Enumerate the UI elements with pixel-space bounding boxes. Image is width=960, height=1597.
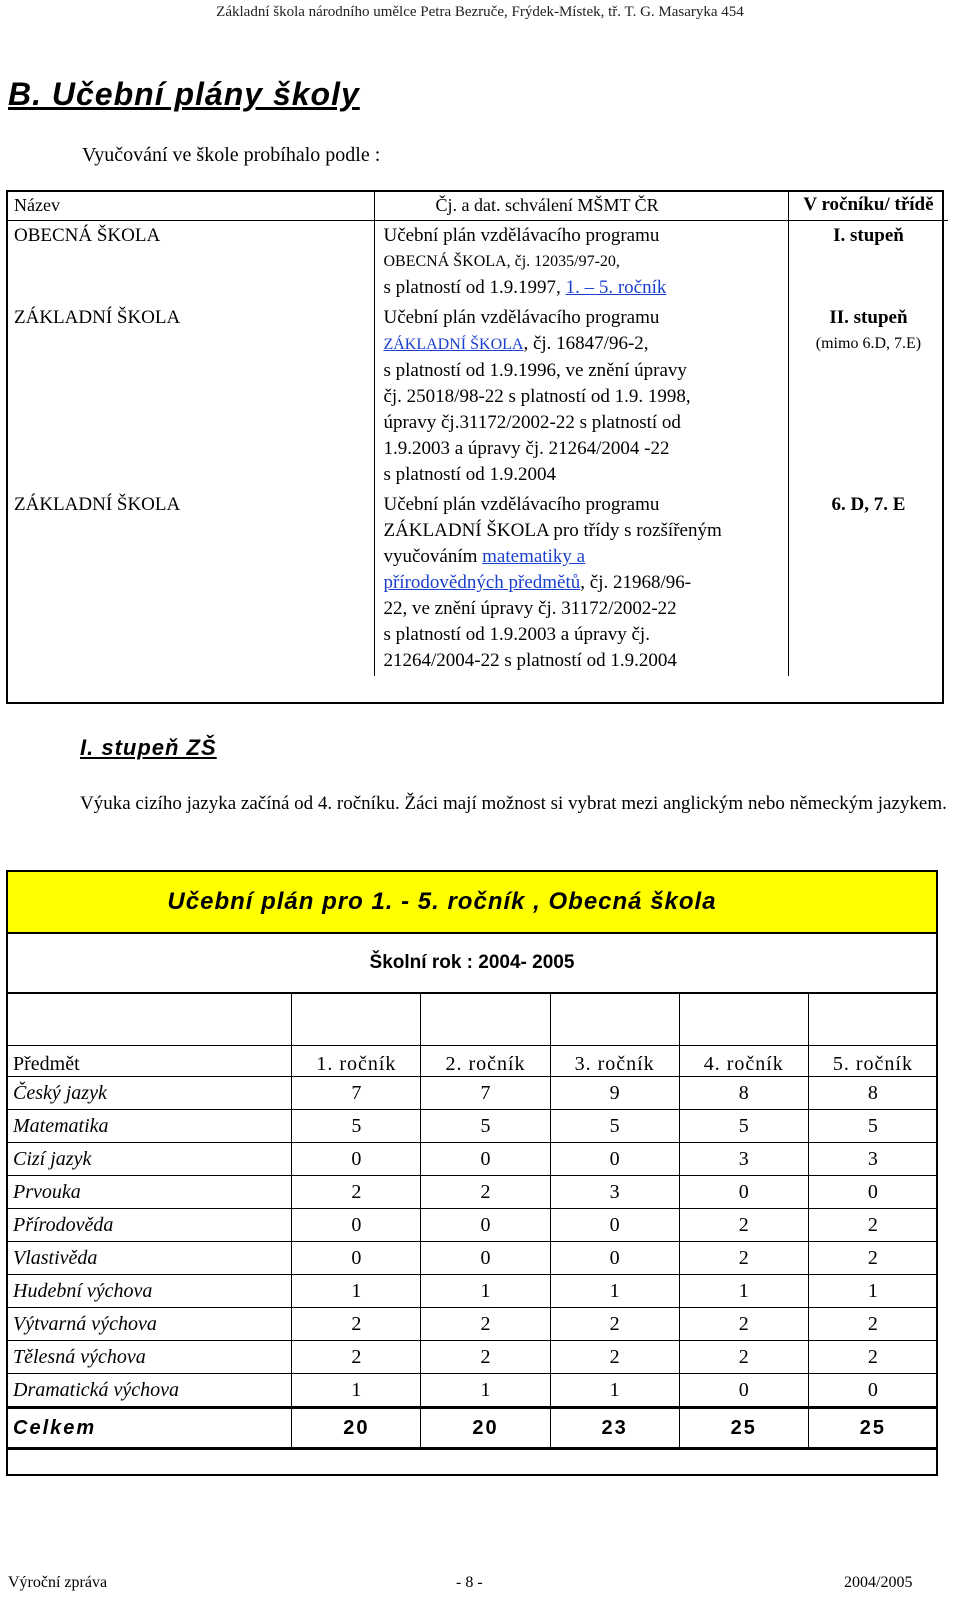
plan-line	[383, 544, 779, 570]
plan-line: Učební plán vzdělávacího programu	[383, 307, 660, 328]
lesson-count: 2	[421, 1176, 550, 1209]
plan-line: s platností od 1.9.1996, ve znění úpravy	[383, 360, 687, 381]
lesson-count: 2	[808, 1341, 937, 1374]
lesson-count: 3	[679, 1143, 808, 1176]
subject-row	[7, 1176, 938, 1209]
grades-header-grade: 2. ročník	[421, 1046, 550, 1077]
lesson-count: 2	[808, 1308, 937, 1341]
lesson-count: 0	[421, 1242, 550, 1275]
grade-label: 6. D, 7. E	[831, 494, 906, 515]
subject-row	[7, 1143, 938, 1176]
plans-row	[6, 490, 948, 676]
lesson-count: 1	[292, 1374, 421, 1408]
plan-line: čj. 25018/98-22 s platností od 1.9. 1998,	[383, 386, 691, 407]
grade-label: I. stupeň	[833, 225, 904, 246]
subject-name: Vlastivěda	[7, 1242, 292, 1275]
lesson-count: 0	[679, 1374, 808, 1408]
plan-line: ZÁKLADNÍ ŠKOLA pro třídy s rozšířeným	[383, 520, 722, 541]
lesson-count: 5	[679, 1110, 808, 1143]
plan-title-banner	[6, 870, 938, 934]
grades-header-row	[7, 1046, 938, 1077]
plans-row-approval	[375, 490, 788, 676]
plan-link[interactable]: matematiky a	[482, 546, 586, 567]
plans-row-name: OBECNÁ ŠKOLA	[6, 221, 375, 304]
spacer-cell	[292, 993, 421, 1046]
lesson-count: 0	[292, 1242, 421, 1275]
lesson-count: 0	[550, 1242, 679, 1275]
lesson-count: 2	[808, 1209, 937, 1242]
lesson-count: 5	[421, 1110, 550, 1143]
grade-note: (mimo 6.D, 7.E)	[815, 335, 922, 352]
lesson-count: 0	[292, 1143, 421, 1176]
plan-line: 22, ve znění úpravy čj. 31172/2002-22	[383, 598, 677, 619]
lesson-count: 0	[808, 1374, 937, 1408]
intro-text: Vyučování ve škole probíhalo podle :	[82, 144, 381, 166]
subject-name: Matematika	[7, 1110, 292, 1143]
footer-right: 2004/2005	[844, 1574, 913, 1591]
lesson-count: 3	[550, 1176, 679, 1209]
lesson-count: 9	[550, 1077, 679, 1110]
plan-line	[383, 331, 779, 358]
lesson-count: 8	[808, 1077, 937, 1110]
grades-spacer-row	[7, 993, 938, 1046]
plan-line: 21264/2004-22 s platností od 1.9.2004	[383, 650, 677, 671]
plan-line: OBECNÁ ŠKOLA, čj. 12035/97-20,	[383, 253, 620, 270]
lesson-count: 2	[292, 1341, 421, 1374]
lesson-count: 0	[550, 1143, 679, 1176]
grades-header-subject: Předmět	[7, 1046, 292, 1077]
total-value: 25	[808, 1408, 937, 1449]
spacer-cell	[808, 993, 937, 1046]
plan-title: Učební plán pro 1. - 5. ročník , Obecná škola	[167, 888, 717, 915]
plans-row-name: ZÁKLADNÍ ŠKOLA	[6, 490, 375, 676]
plan-text: , čj. 21968/96-	[580, 572, 692, 593]
spacer-cell	[7, 993, 292, 1046]
plan-line: Učební plán vzdělávacího programu	[383, 225, 660, 246]
plan-text: s platností od 1.9.1997,	[383, 277, 566, 298]
plan-link[interactable]: 1. – 5. ročník	[565, 277, 667, 298]
lesson-count: 0	[550, 1209, 679, 1242]
lesson-count: 2	[679, 1308, 808, 1341]
lesson-count: 0	[421, 1209, 550, 1242]
lesson-count: 1	[292, 1275, 421, 1308]
grades-total-row	[7, 1408, 938, 1449]
subject-row	[7, 1209, 938, 1242]
lesson-count: 0	[679, 1176, 808, 1209]
subject-row	[7, 1341, 938, 1374]
lesson-count: 1	[679, 1275, 808, 1308]
subject-row	[7, 1374, 938, 1408]
lesson-count: 2	[808, 1242, 937, 1275]
page-header: Základní škola národního umělce Petra Bezruče, Frýdek-Místek, tř. T. G. Masaryka 454	[216, 4, 744, 20]
plans-row-grade	[788, 303, 948, 490]
lesson-count: 1	[550, 1275, 679, 1308]
footer-page-number: - 8 -	[456, 1574, 483, 1591]
plan-line	[383, 275, 779, 301]
total-value: 20	[421, 1408, 550, 1449]
subject-name: Tělesná výchova	[7, 1341, 292, 1374]
plans-header-row	[6, 190, 948, 221]
subject-name: Přírodověda	[7, 1209, 292, 1242]
lesson-count: 2	[421, 1308, 550, 1341]
grades-header-grade: 3. ročník	[550, 1046, 679, 1077]
plan-line: 1.9.2003 a úpravy čj. 21264/2004 -22	[383, 438, 670, 459]
lesson-count: 5	[292, 1110, 421, 1143]
plans-row-name: ZÁKLADNÍ ŠKOLA	[6, 303, 375, 490]
lesson-count: 1	[808, 1275, 937, 1308]
plan-line	[383, 570, 779, 596]
plans-row	[6, 303, 948, 490]
footer-left: Výroční zpráva	[8, 1574, 108, 1591]
lesson-count: 7	[421, 1077, 550, 1110]
lesson-count: 8	[679, 1077, 808, 1110]
section-subtitle: I. stupeň ZŠ	[80, 735, 217, 760]
subject-row	[7, 1110, 938, 1143]
subject-name: Prvouka	[7, 1176, 292, 1209]
lesson-count: 2	[550, 1341, 679, 1374]
plan-text: vyučováním	[383, 546, 483, 567]
plan-text: , čj. 16847/96-2,	[523, 333, 649, 354]
page-title: B. Učební plány školy	[8, 76, 360, 112]
subject-name: Dramatická výchova	[7, 1374, 292, 1408]
plans-table	[6, 190, 948, 676]
plans-row-approval	[375, 303, 788, 490]
grades-body	[7, 1077, 938, 1408]
lesson-count: 1	[421, 1275, 550, 1308]
plan-line: úpravy čj.31172/2002-22 s platností od	[383, 412, 681, 433]
lesson-count: 2	[679, 1341, 808, 1374]
total-value: 20	[292, 1408, 421, 1449]
lesson-count: 2	[679, 1242, 808, 1275]
language-paragraph: Výuka cizího jazyka začíná od 4. ročníku. Žáci mají možnost si vybrat mezi anglickým nebo německým jazykem.	[80, 793, 947, 814]
total-label: Celkem	[7, 1408, 292, 1449]
subject-name: Cizí jazyk	[7, 1143, 292, 1176]
grades-header-grade: 1. ročník	[292, 1046, 421, 1077]
lesson-count: 1	[421, 1374, 550, 1408]
plan-link[interactable]: ZÁKLADNÍ ŠKOLA	[383, 336, 524, 353]
subject-name: Český jazyk	[7, 1077, 292, 1110]
plans-row-approval	[375, 221, 788, 304]
plans-row-grade	[788, 490, 948, 676]
subject-row	[7, 1308, 938, 1341]
plans-row-grade	[788, 221, 948, 304]
spacer-cell	[421, 993, 550, 1046]
lesson-count: 5	[808, 1110, 937, 1143]
lesson-count: 2	[421, 1341, 550, 1374]
lesson-count: 3	[808, 1143, 937, 1176]
lesson-count: 1	[550, 1374, 679, 1408]
subject-row	[7, 1275, 938, 1308]
subject-name: Hudební výchova	[7, 1275, 292, 1308]
plan-line: s platností od 1.9.2003 a úpravy čj.	[383, 624, 650, 645]
lesson-count: 2	[679, 1209, 808, 1242]
subject-row	[7, 1077, 938, 1110]
school-year-box	[6, 934, 938, 992]
subject-row	[7, 1242, 938, 1275]
lesson-count: 0	[292, 1209, 421, 1242]
lesson-count: 5	[550, 1110, 679, 1143]
grade-label: II. stupeň	[829, 307, 908, 328]
school-year: Školní rok : 2004- 2005	[369, 952, 575, 973]
plan-line: s platností od 1.9.2004	[383, 464, 557, 485]
plans-header-name: Název	[6, 190, 375, 221]
lesson-count: 2	[292, 1308, 421, 1341]
plans-row	[6, 221, 948, 304]
plans-header-approval: Čj. a dat. schválení MŠMT ČR	[375, 190, 788, 221]
plan-link[interactable]: přírodovědných předmětů	[383, 572, 581, 593]
total-value: 25	[679, 1408, 808, 1449]
plans-header-grade: V ročníku/ třídě	[788, 190, 948, 221]
spacer-cell	[550, 993, 679, 1046]
lesson-count: 0	[421, 1143, 550, 1176]
plan-line: Učební plán vzdělávacího programu	[383, 494, 660, 515]
grades-header-grade: 5. ročník	[808, 1046, 937, 1077]
grades-header-grade: 4. ročník	[679, 1046, 808, 1077]
grades-table	[6, 992, 938, 1450]
lesson-count: 0	[808, 1176, 937, 1209]
spacer-cell	[679, 993, 808, 1046]
lesson-count: 2	[550, 1308, 679, 1341]
subject-name: Výtvarná výchova	[7, 1308, 292, 1341]
lesson-count: 2	[292, 1176, 421, 1209]
total-value: 23	[550, 1408, 679, 1449]
lesson-count: 7	[292, 1077, 421, 1110]
